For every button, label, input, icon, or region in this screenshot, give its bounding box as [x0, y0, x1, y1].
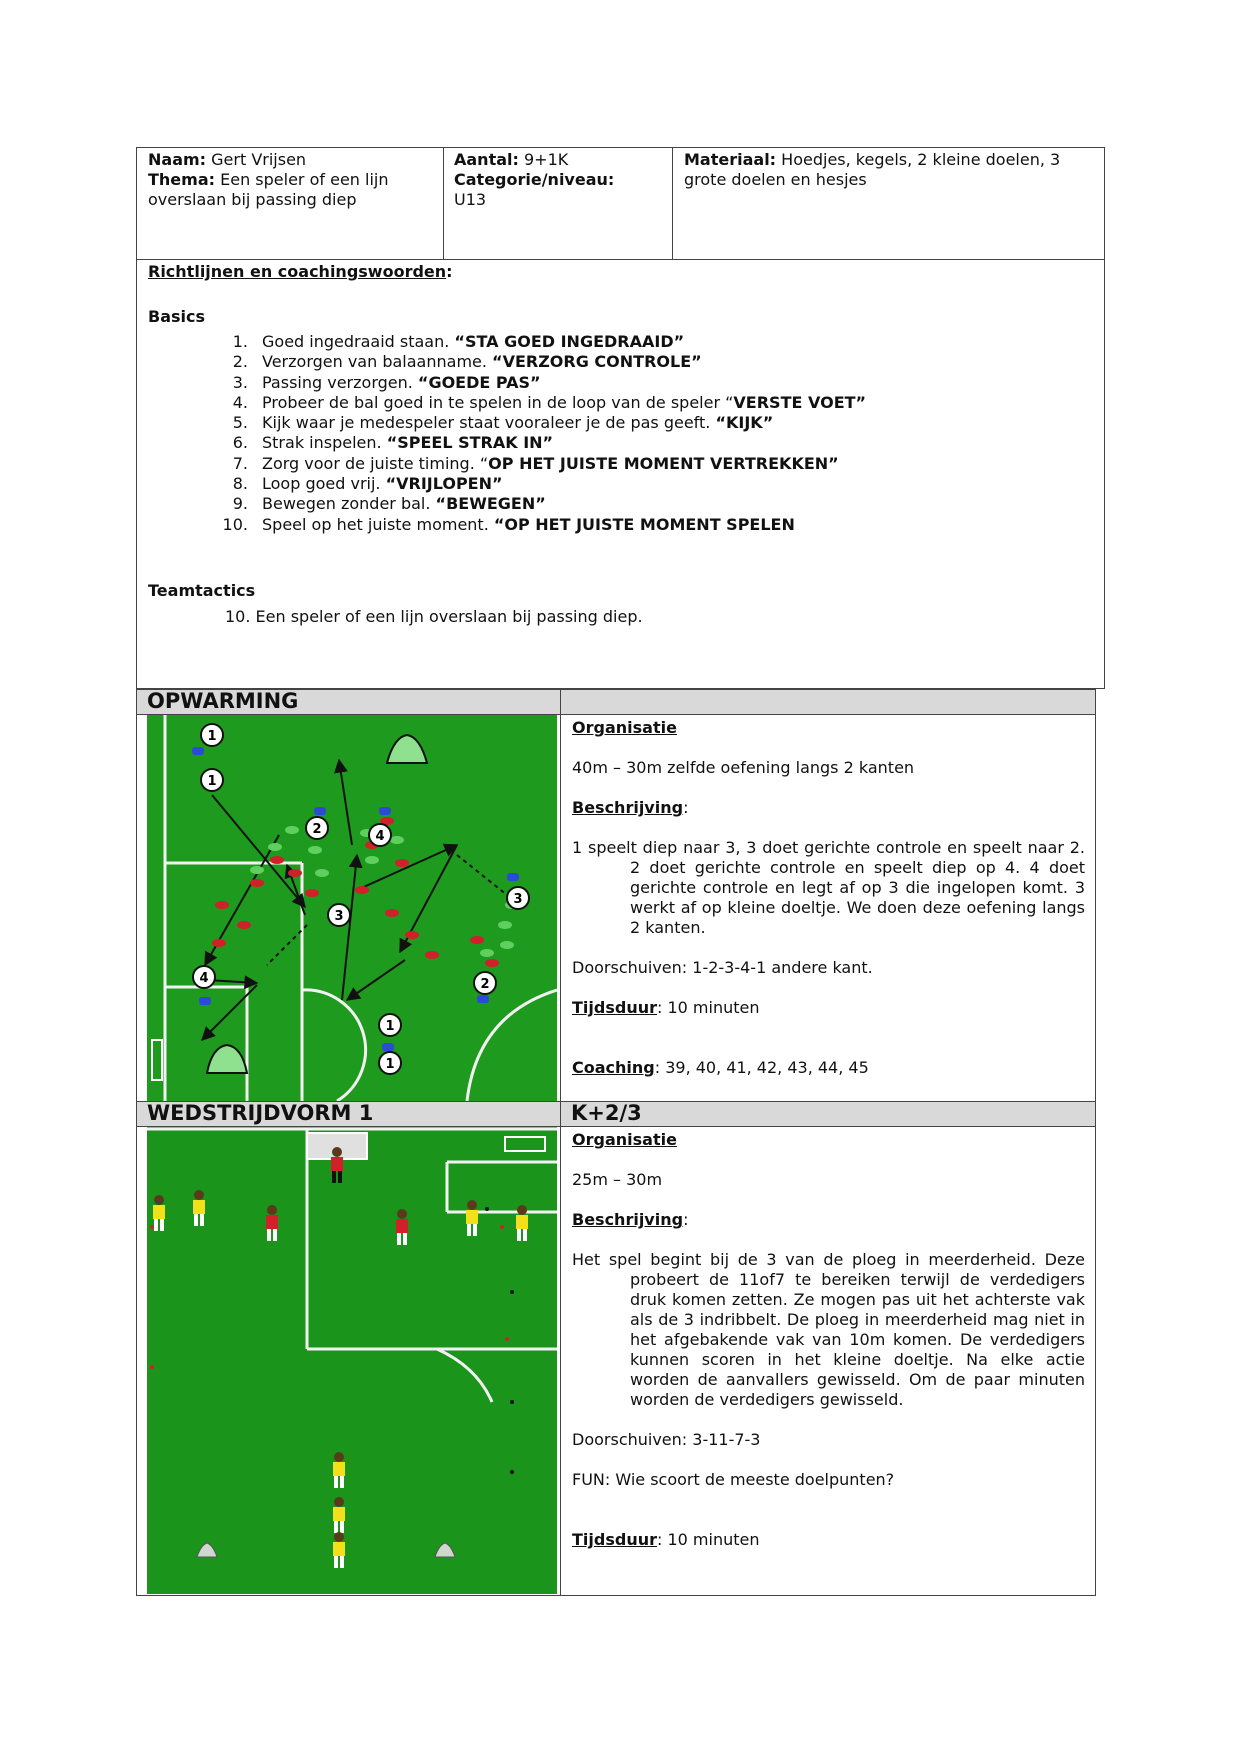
- naam-value: Gert Vrijsen: [211, 150, 307, 169]
- player-label: 1: [385, 1057, 395, 1072]
- basics-item-number: 4.: [232, 392, 248, 412]
- naam-label: Naam:: [148, 150, 207, 169]
- basics-item-number: 5.: [232, 413, 248, 433]
- materiaal-label: Materiaal:: [684, 150, 777, 169]
- player-marker-1: [379, 1014, 401, 1036]
- materiaal-cell: [684, 150, 1094, 190]
- basics-item: [148, 494, 1088, 514]
- player-marker-1: [201, 769, 223, 791]
- basics-item-number: 10.: [222, 514, 248, 534]
- coaching-value: : 39, 40, 41, 42, 43, 44, 45: [654, 1058, 869, 1077]
- beschrijving-colon: :: [683, 1210, 689, 1229]
- basics-item-text: Goed ingedraaid staan.: [262, 332, 455, 351]
- basics-item-keyword: “STA GOED INGEDRAAID”: [454, 332, 685, 351]
- wedstrijdvorm-title: WEDSTRIJDVORM 1: [147, 1101, 374, 1125]
- tijdsduur-value: : 10 minuten: [656, 998, 760, 1017]
- basics-item-text: Passing verzorgen.: [262, 372, 418, 392]
- basics-item-number: 7.: [232, 453, 248, 473]
- fun-text: FUN: Wie scoort de meeste doelpunten?: [572, 1470, 895, 1489]
- beschrijving-text: Het spel begint bij de 3 van de ploeg in meerderheid. Deze probeert de 11of7 te bereiken terwijl de verdedigers druk komen zetten. Ze mogen pas uit het achterste vak als de 3 indribbelt. De ploeg in meerderheid mag niet in het afgebakende vak van 10m komen. De verdedigers kunnen scoren in het kleine doeltje. Na elke actie worden de aanvallers gewisseld. Om de paar minuten worden de verdedigers gewisseld.: [572, 1250, 1085, 1409]
- organisatie-text: 25m – 30m: [572, 1170, 663, 1189]
- basics-item: [148, 474, 1088, 494]
- basics-item: [148, 413, 1088, 433]
- basics-item-number: 1.: [232, 332, 248, 351]
- opwarming-diagram: [147, 715, 557, 1101]
- beschrijving-colon: :: [683, 798, 689, 817]
- player-label: 4: [375, 829, 385, 844]
- wedstrijdvorm-diagram: [147, 1127, 557, 1594]
- basics-item: [148, 454, 1088, 474]
- tijdsduur-label: Tijdsduur: [572, 998, 657, 1017]
- player-label: 3: [513, 892, 523, 907]
- aantal-label: Aantal:: [454, 150, 519, 169]
- player-label: 3: [334, 909, 344, 924]
- organisatie-label: Organisatie: [572, 718, 677, 737]
- divider-h: [136, 259, 1105, 260]
- organisatie-text: 40m – 30m zelfde oefening langs 2 kanten: [572, 758, 915, 777]
- wedstrijdvorm-header-left: [137, 1102, 560, 1126]
- beschrijving-text: 1 speelt diep naar 3, 3 doet gerichte controle en speelt naar 2. 2 doet gerichte controle en speelt diep op 4. 4 doet gerichte controle en legt af op 3 die ingelopen komt. 3 werkt af op kleine doeltje. We doen deze oefening langs 2 kanten.: [572, 838, 1085, 937]
- basics-item-text: Loop goed vrij.: [262, 474, 386, 494]
- player-marker-3: [507, 887, 529, 909]
- player-marker-2: [474, 972, 496, 994]
- beschrijving-label: Beschrijving: [572, 1210, 684, 1229]
- guidelines-title-text: Richtlijnen en coachingswoorden: [148, 262, 447, 281]
- organisatie-label: Organisatie: [572, 1130, 677, 1149]
- basics-item-text: Verzorgen van balaanname.: [262, 352, 493, 372]
- beschrijving-label: Beschrijving: [572, 798, 684, 817]
- basics-list: [148, 332, 1088, 535]
- doorschuiven-text: Doorschuiven: 3-11-7-3: [572, 1430, 761, 1449]
- wedstrijdvorm-text: [572, 1130, 1085, 1550]
- player-marker-2: [306, 817, 328, 839]
- player-label: 2: [480, 977, 490, 992]
- basics-item-text: Probeer de bal goed in te spelen in de loop van de speler “: [262, 392, 734, 412]
- basics-item-text: Strak inspelen.: [262, 433, 387, 453]
- aantal-value: 9+1K: [524, 150, 569, 169]
- categorie-value: U13: [454, 190, 487, 209]
- basics-item-keyword: “KIJK”: [715, 413, 774, 433]
- basics-item-number: 3.: [232, 372, 248, 392]
- basics-title: Basics: [148, 307, 206, 326]
- basics-item-number: 8.: [232, 474, 248, 494]
- basics-item-keyword: “VRIJLOPEN”: [385, 474, 503, 494]
- player-marker-1: [201, 724, 223, 746]
- basics-item: [148, 433, 1088, 453]
- player-label: 1: [207, 729, 217, 744]
- basics-item-keyword: “GOEDE PAS”: [417, 372, 541, 392]
- player-marker-4: [193, 966, 215, 988]
- materiaal-value: Hoedjes, kegels, 2 kleine doelen, 3 grote doelen en hesjes: [684, 150, 1061, 189]
- categorie-label: Categorie/niveau:: [454, 170, 615, 189]
- basics-item: [148, 332, 1088, 352]
- opwarming-header-left: [137, 690, 560, 714]
- player-marker-3: [328, 904, 350, 926]
- coaching-label: Coaching: [572, 1058, 655, 1077]
- player-marker-4: [369, 824, 391, 846]
- opwarming-title: OPWARMING: [147, 689, 299, 713]
- basics-item-keyword: OP HET JUISTE MOMENT VERTREKKEN”: [488, 453, 839, 473]
- guidelines-colon: :: [446, 262, 453, 281]
- tijdsduur-label: Tijdsduur: [572, 1530, 657, 1549]
- teamtactics-item: 10. Een speler of een lijn overslaan bij passing diep.: [225, 607, 643, 626]
- wedstrijdvorm-subtitle: K+2/3: [571, 1101, 642, 1125]
- basics-item-keyword: VERSTE VOET”: [733, 392, 867, 412]
- basics-item-keyword: “OP HET JUISTE MOMENT SPELEN: [493, 514, 795, 534]
- basics-item-keyword: “VERZORG CONTROLE”: [492, 352, 702, 372]
- divider-v: [560, 1101, 561, 1596]
- teamtactics-title: Teamtactics: [148, 581, 256, 600]
- player-label: 2: [312, 822, 322, 837]
- doorschuiven-text: Doorschuiven: 1-2-3-4-1 andere kant.: [572, 958, 873, 977]
- thema-value: Een speler of een lijn overslaan bij passing diep: [148, 170, 389, 209]
- thema-label: Thema:: [148, 170, 216, 189]
- basics-item-text: Bewegen zonder bal.: [262, 494, 436, 514]
- wedstrijdvorm-header-right: [561, 1102, 1095, 1126]
- player-label: 4: [199, 971, 209, 986]
- player-label: 1: [207, 774, 217, 789]
- naam-thema-cell: [148, 150, 438, 210]
- tijdsduur-value: : 10 minuten: [656, 1530, 760, 1549]
- guidelines-title: [148, 262, 453, 282]
- opwarming-text: [572, 718, 1085, 1078]
- divider-v: [560, 689, 561, 1102]
- divider-v: [443, 147, 444, 260]
- basics-item: [148, 515, 1088, 535]
- basics-item-number: 2.: [232, 352, 248, 372]
- opwarming-header-right: [561, 690, 1095, 714]
- basics-item: [148, 373, 1088, 393]
- basics-item: [148, 352, 1088, 372]
- pitch: [147, 1127, 557, 1594]
- basics-item-keyword: “BEWEGEN”: [435, 494, 546, 514]
- player-marker-1: [379, 1052, 401, 1074]
- basics-item-text: Kijk waar je medespeler staat vooraleer je de pas geeft.: [262, 413, 716, 433]
- basics-item-text: Speel op het juiste moment.: [262, 514, 494, 534]
- player-label: 1: [385, 1019, 395, 1034]
- basics-item-keyword: “SPEEL STRAK IN”: [386, 433, 554, 453]
- divider-v: [672, 147, 673, 260]
- basics-item: [148, 393, 1088, 413]
- basics-item-text: Zorg voor de juiste timing. “: [262, 453, 489, 473]
- basics-item-number: 6.: [232, 433, 248, 453]
- basics-item-number: 9.: [232, 494, 248, 514]
- aantal-cell: [454, 150, 669, 210]
